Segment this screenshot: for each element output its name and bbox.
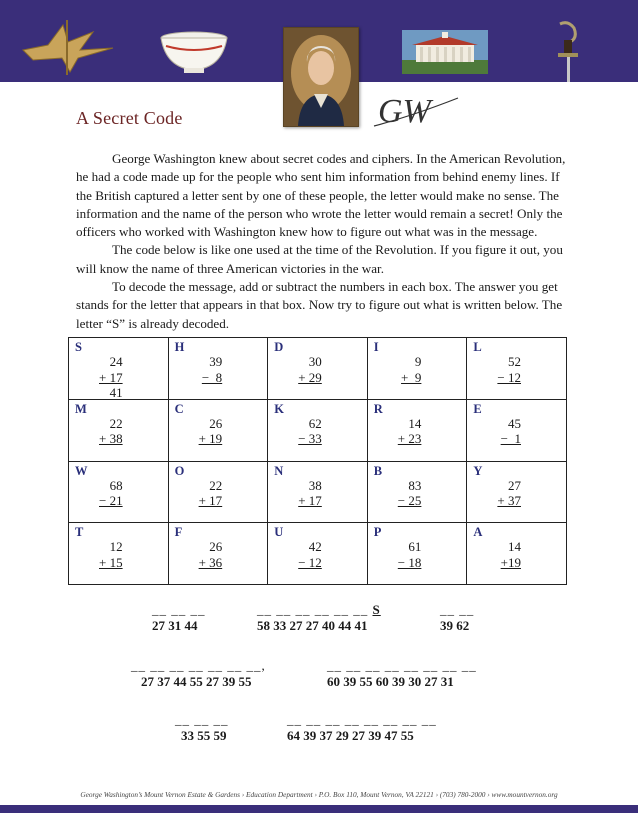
intro-text <box>76 150 566 333</box>
puzzle-word-5 <box>327 658 477 690</box>
cipher-letter: H <box>174 340 185 354</box>
cipher-letter: S <box>75 340 82 354</box>
cipher-sum <box>298 416 322 447</box>
first-number: 39 <box>209 354 223 369</box>
code-numbers: 60 39 55 60 39 30 27 31 <box>327 674 454 689</box>
puzzle-word-1 <box>152 602 206 634</box>
second-number: +19 <box>500 554 521 570</box>
first-number: 26 <box>209 539 223 555</box>
cipher-letter: W <box>75 463 88 478</box>
cipher-cell-p <box>368 523 468 585</box>
second-number: − 8 <box>201 369 223 385</box>
cipher-sum <box>501 416 521 447</box>
first-number: 26 <box>209 415 223 431</box>
code-numbers: 27 37 44 55 27 39 55 <box>141 674 252 689</box>
cipher-cell-u <box>268 523 368 585</box>
second-number: + 19 <box>198 431 223 447</box>
george-washington-portrait <box>283 27 359 127</box>
puzzle-word-4 <box>131 658 266 690</box>
second-number: − 21 <box>99 493 123 508</box>
first-number: 45 <box>507 415 521 431</box>
first-number: 38 <box>308 477 322 493</box>
second-number: + 29 <box>298 369 322 385</box>
first-number: 30 <box>308 354 322 369</box>
cipher-cell-n <box>268 462 368 524</box>
gw-monogram-signature <box>372 90 460 132</box>
intro-paragraph-1: George Washington knew about secret codes and ciphers. In the American Revolution, he had a code made up for the people who sent him information from behind enemy lines. If the British captured a letter sent by one of these people, the letter would make no sense. The information and the name of the person who wrote the letter would remain a secret! Only the officers who worked with Washington knew how to figure out what was in the message. <box>76 151 566 240</box>
cipher-letter: I <box>373 340 379 354</box>
second-number: − 18 <box>397 554 422 570</box>
first-number: 12 <box>109 539 123 555</box>
cipher-letter: K <box>274 401 284 416</box>
first-number: 62 <box>308 415 322 431</box>
eagle-weathervane-icon <box>18 20 118 75</box>
cipher-cell-t <box>69 523 169 585</box>
cipher-sum <box>199 478 223 509</box>
puzzle-word-6 <box>175 712 229 744</box>
cipher-sum <box>99 416 123 447</box>
first-number: 42 <box>308 539 322 555</box>
intro-paragraph-2: The code below is like one used at the time of the Revolution. If you figure it out, you will know the name of three American victories in the war. <box>76 242 563 276</box>
second-number: + 15 <box>99 554 123 570</box>
page-title: A Secret Code <box>76 108 183 128</box>
cipher-letter: E <box>473 401 482 416</box>
cipher-letter: M <box>75 401 87 416</box>
cipher-letter: C <box>174 401 184 416</box>
cipher-sum <box>298 354 322 385</box>
intro-paragraph-3: To decode the message, add or subtract the numbers in each box. The answer you get stands for the letter that appears in that box. Now try to figure out what is written below. The letter “S” is already decoded. <box>76 279 563 331</box>
code-numbers: 64 39 37 29 27 39 47 55 <box>287 728 414 743</box>
cipher-sum <box>501 539 521 570</box>
answer-blanks[interactable]: __ __ __ __ __ __ __, <box>131 658 266 673</box>
cipher-letter: Y <box>473 463 483 478</box>
second-number: + 23 <box>397 431 422 447</box>
decoded-letter-s: S <box>372 602 381 617</box>
second-number: + 38 <box>99 431 123 447</box>
second-number: + 17 <box>99 369 123 385</box>
puzzle-word-3 <box>440 602 474 634</box>
first-number: 52 <box>507 354 521 369</box>
answer-blanks[interactable] <box>257 602 381 618</box>
cipher-letter: U <box>274 525 284 540</box>
cipher-letter: L <box>473 340 482 354</box>
second-number: − 12 <box>298 554 322 570</box>
cipher-sum <box>99 354 123 401</box>
cipher-sum <box>202 354 222 385</box>
second-number: + 37 <box>497 493 521 508</box>
cipher-cell-l <box>467 338 567 400</box>
first-number: 14 <box>507 539 521 555</box>
second-number: + 17 <box>198 493 223 508</box>
cipher-cell-h <box>169 338 269 400</box>
cipher-cell-e <box>467 400 567 462</box>
cipher-letter: O <box>174 463 185 478</box>
cipher-cell-m <box>69 400 169 462</box>
second-number: − 1 <box>500 431 521 447</box>
footer-address: George Washington’s Mount Vernon Estate & Gardens › Education Department › P.O. Box 110, Mount Vernon, VA 22121 › (703) 780-2000 › www.mountvernon.org <box>80 790 558 799</box>
second-number: + 36 <box>198 554 223 570</box>
cipher-cell-r <box>368 400 468 462</box>
first-number: 9 <box>414 354 422 369</box>
cipher-cell-d <box>268 338 368 400</box>
cipher-sum <box>199 416 223 447</box>
cipher-cell-i <box>368 338 468 400</box>
answer-blanks[interactable]: __ __ __ __ __ __ __ __ <box>327 658 477 673</box>
answer-blanks[interactable]: __ __ __ <box>152 602 206 617</box>
code-numbers: 27 31 44 <box>152 618 198 633</box>
first-number: 22 <box>109 415 123 431</box>
answer-blanks[interactable]: __ __ <box>440 602 475 617</box>
puzzle-word-2 <box>257 602 381 634</box>
cipher-cell-a <box>467 523 567 585</box>
cipher-table <box>68 337 567 585</box>
cipher-cell-y <box>467 462 567 524</box>
mount-vernon-mansion-icon <box>402 30 488 74</box>
cipher-sum <box>298 539 322 570</box>
first-number: 61 <box>408 539 422 555</box>
code-numbers: 39 62 <box>440 618 470 633</box>
cipher-sum <box>199 539 223 570</box>
first-number: 14 <box>408 415 422 431</box>
cipher-cell-c <box>169 400 269 462</box>
first-number: 68 <box>109 477 123 493</box>
cipher-sum <box>398 478 422 509</box>
first-number: 83 <box>408 477 422 493</box>
cipher-letter: D <box>274 340 284 354</box>
answer-blanks[interactable]: __ __ __ __ __ __ __ __ <box>287 712 437 727</box>
cipher-cell-o <box>169 462 269 524</box>
first-number: 22 <box>209 477 223 493</box>
porcelain-bowl-icon <box>158 30 230 75</box>
cipher-letter: T <box>75 525 84 540</box>
second-number: + 9 <box>401 369 422 385</box>
code-numbers: 33 55 59 <box>181 728 227 743</box>
cipher-letter: P <box>373 525 382 540</box>
cipher-sum <box>298 478 322 509</box>
answer-value: 41 <box>109 385 123 400</box>
cipher-letter: B <box>373 463 383 478</box>
footer-bar <box>0 805 638 813</box>
cipher-cell-k <box>268 400 368 462</box>
answer-blanks-text: __ __ __ __ __ __ <box>257 602 369 617</box>
cipher-letter: N <box>274 463 284 478</box>
cipher-sum <box>497 354 521 385</box>
code-numbers: 58 33 27 27 40 44 41 <box>257 618 368 633</box>
cipher-sum <box>398 416 422 447</box>
second-number: + 17 <box>298 493 322 508</box>
cipher-cell-w <box>69 462 169 524</box>
cipher-cell-f <box>169 523 269 585</box>
answer-blanks[interactable]: __ __ __ <box>175 712 229 727</box>
first-number: 24 <box>109 354 123 369</box>
cipher-sum <box>99 478 123 509</box>
sword-hilt-icon <box>548 20 588 82</box>
monogram-text: GW <box>378 93 431 130</box>
cipher-letter: A <box>473 525 483 540</box>
cipher-sum <box>401 354 421 385</box>
cipher-sum <box>99 539 123 570</box>
cipher-sum <box>398 539 422 570</box>
second-number: − 12 <box>497 369 521 385</box>
puzzle-word-7 <box>287 712 437 744</box>
cipher-cell-s <box>69 338 169 400</box>
cipher-sum <box>497 478 521 509</box>
cipher-letter: R <box>373 401 383 416</box>
cipher-letter: F <box>174 525 183 540</box>
second-number: − 25 <box>397 493 422 508</box>
first-number: 27 <box>507 477 521 493</box>
second-number: − 33 <box>298 431 322 447</box>
portrait-image <box>284 28 358 126</box>
cipher-cell-b <box>368 462 468 524</box>
